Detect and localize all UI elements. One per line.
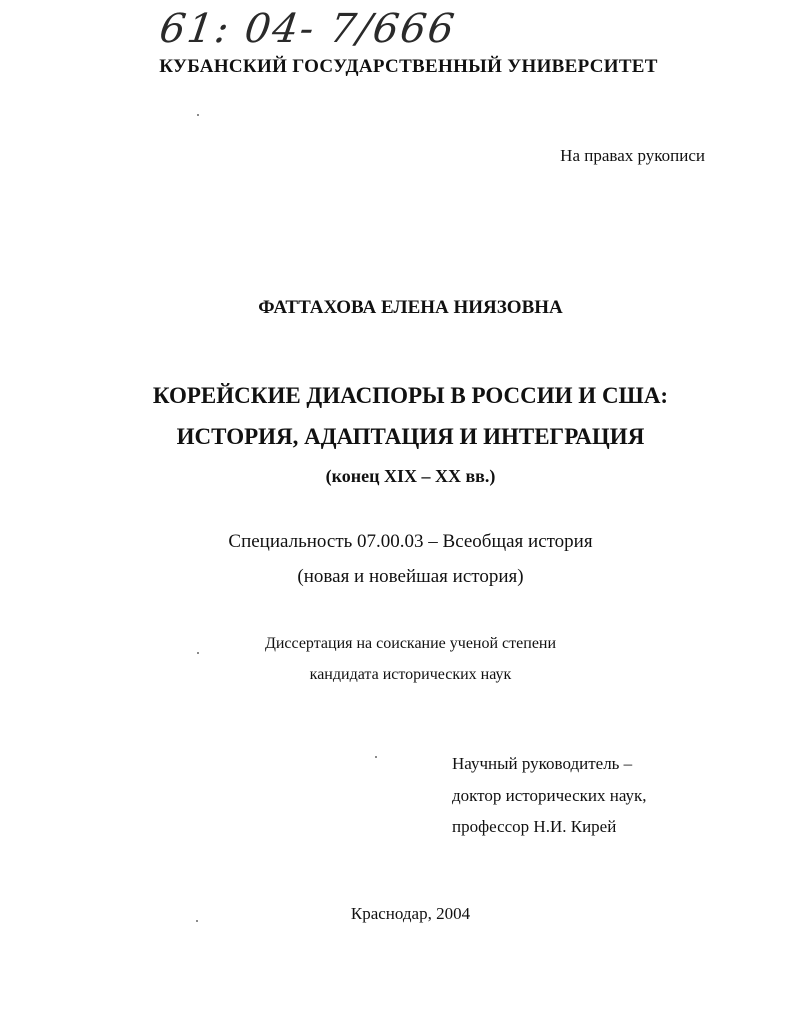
dissertation-line-2: кандидата исторических наук [309,666,512,683]
supervisor-line-3: профессор Н.И. Кирей [452,817,617,836]
specialty-line-1: Специальность 07.00.03 – Всеобщая история [228,531,593,552]
title-line-1: КОРЕЙСКИЕ ДИАСПОРЫ В РОССИИ И США: [152,383,669,408]
author-name: ФАТТАХОВА ЕЛЕНА НИЯЗОВНА [258,297,563,318]
supervisor-line-2: доктор исторических наук, [452,786,647,805]
scan-speck [196,920,198,922]
scan-speck [375,756,377,758]
dissertation-line-1: Диссертация на соискание ученой степени [264,635,557,652]
university-name: КУБАНСКИЙ ГОСУДАРСТВЕННЫЙ УНИВЕРСИТЕТ [159,56,658,77]
supervisor-line-1: Научный руководитель – [452,754,633,773]
title-line-2: ИСТОРИЯ, АДАПТАЦИЯ И ИНТЕГРАЦИЯ [176,424,645,449]
title-period: (конец XIX – XX вв.) [325,466,496,486]
scan-speck [197,652,199,654]
handwritten-catalog-number: 61: 04- 7/666 [156,6,459,52]
rights-notice: На правах рукописи [560,146,705,165]
scan-speck [197,114,199,116]
specialty-line-2: (новая и новейшая история) [297,566,524,587]
city-year: Краснодар, 2004 [350,904,471,923]
